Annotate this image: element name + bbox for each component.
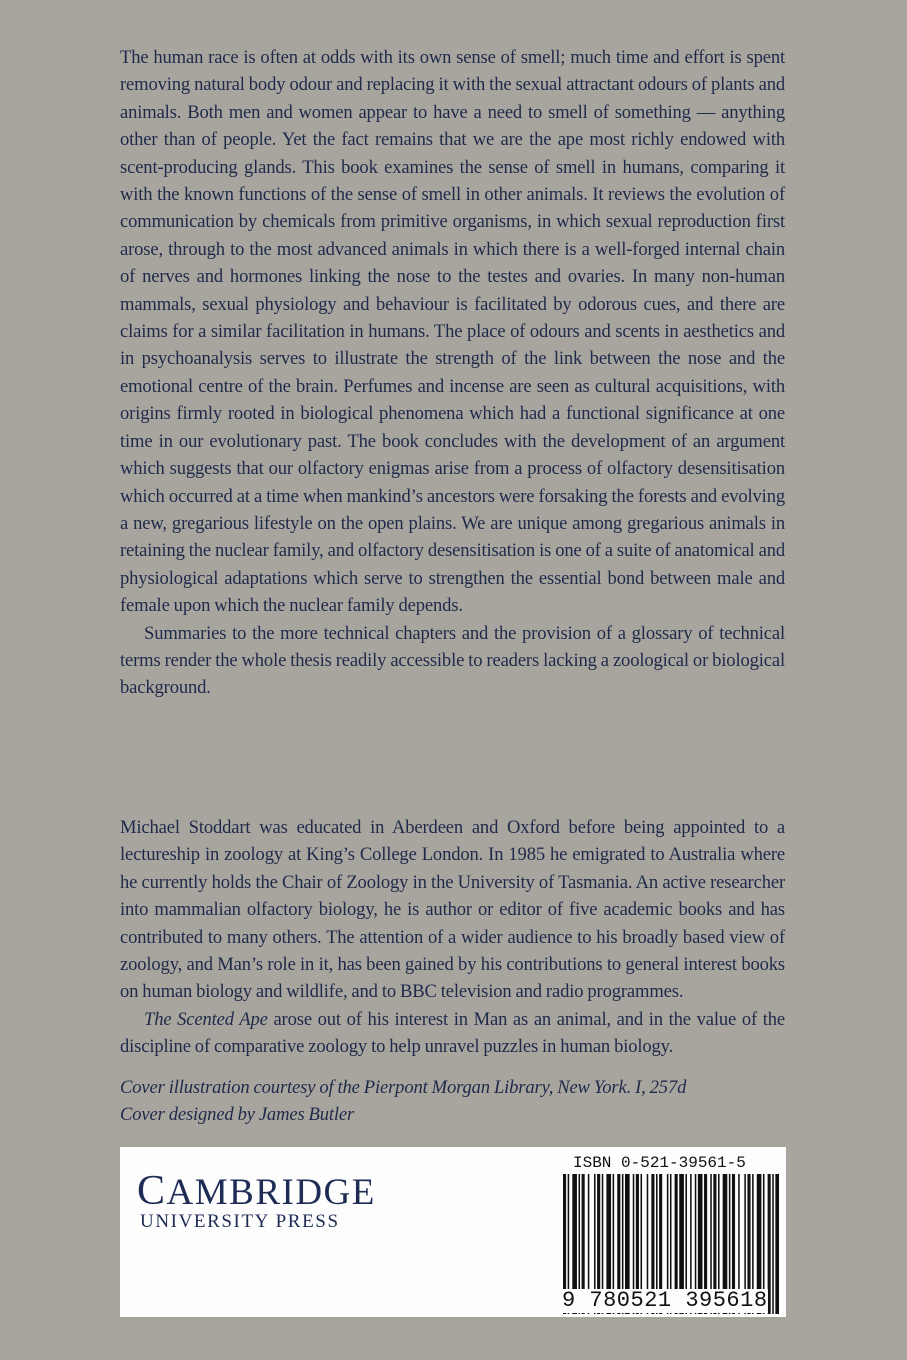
illustration-credit: Cover illustration courtesy of the Pierpont Morgan Library, New York. I, 257d bbox=[120, 1077, 687, 1098]
publisher-logo-subtitle: UNIVERSITY PRESS bbox=[140, 1211, 340, 1232]
author-paragraph-2-text: arose out of his interest in Man as an animal, and in the value of the discipline of comparative zoology to help unravel puzzles in human biology. bbox=[120, 1008, 785, 1058]
barcode-bar bbox=[768, 1174, 771, 1314]
publisher-logo-name: CAMBRIDGE bbox=[137, 1168, 376, 1214]
description-paragraph-2: Summaries to the more technical chapters and the provision of a glossary of technical terms render the whole thesis readily accessible to readers lacking a zoological or biological background. bbox=[120, 622, 785, 699]
design-credit: Cover designed by James Butler bbox=[120, 1104, 355, 1126]
description-paragraph-1: The human race is often at odds with its own sense of smell; much time and effort is spent removing natural body odour and replacing it with the sexual attractant odours of plants and animals. Both men and women appear to have a need to smell of something — anything other than of people. Yet the fact remains that we are the ape most richly endowed with scent-producing glands. This book examines the sense of smell in humans, comparing it with the known functions of the sense of smell in other animals. It reviews the evolution of communication by chemicals from primitive organisms, in which sexual reproduction first arose, through to the most advanced animals in which there is a well-forged internal chain of nerves and hormones linking the nose to the testes and ovaries. In many non-human mammals, sexual physiology and behaviour is facilitated by odorous cues, and there are claims for a similar facilitation in humans. The place of odours and scents in aesthetics and in psychoanalysis serves to illustrate the strength of the link between the nose and the emotional centre of the brain. Perfumes and incense are seen as cultural acquisitions, with origins firmly rooted in biological phenomena which had a functional significance at one time in our evolutionary past. The book concludes with the development of an argument which suggests that our olfactory enigmas arise from a process of olfactory desensitisation which occurred at a time when mankind’s ancestors were forsaking the forests and evolving a new, gregarious lifestyle on the open plains. We are unique among gregarious animals in retaining the nuclear family, and olfactory desensitisation is one of a suite of anatomical and physiological adaptations which serve to strengthen the essential bond between male and female upon which the nuclear family depends. bbox=[120, 47, 785, 617]
book-title: The Scented Ape bbox=[144, 1008, 268, 1030]
barcode-bar bbox=[775, 1174, 779, 1314]
book-description bbox=[120, 44, 785, 702]
cover-credits bbox=[120, 1074, 785, 1129]
barcode-digits: 9 780521 395618 bbox=[562, 1288, 768, 1313]
isbn-label: ISBN 0-521-39561-5 bbox=[573, 1154, 746, 1172]
author-paragraph-1: Michael Stoddart was educated in Aberdeen and Oxford before being appointed to a lectureship in zoology at King’s College London. In 1985 he emigrated to Australia where he currently holds the Chair of Zoology in the University of Tasmania. An active researcher into mammalian olfactory biology, he is author or editor of five academic books and has contributed to many others. The attention of a wider audience to his broadly based view of zoology, and Man’s role in it, has been gained by his contributions to general interest books on human biology and wildlife, and to BBC television and radio programmes. bbox=[120, 817, 785, 1003]
author-paragraph-2 bbox=[120, 1006, 785, 1061]
barcode-bar bbox=[772, 1174, 774, 1314]
publisher-panel bbox=[120, 1147, 786, 1317]
author-biography bbox=[120, 814, 785, 1061]
